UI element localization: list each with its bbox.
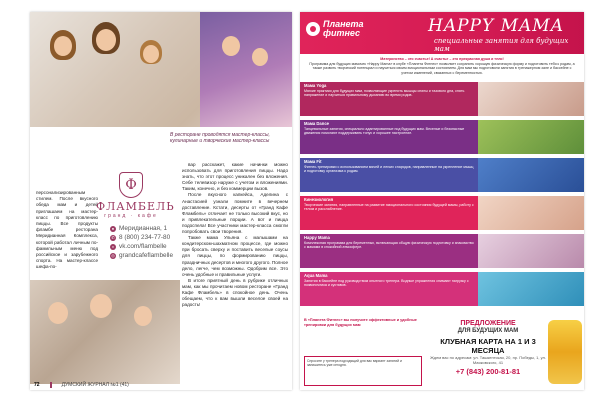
promo-note-heading: В «Планета Фитнес» вы получите эффективные и удобные тренировки для будущих мам	[304, 318, 417, 327]
contact-list	[110, 224, 173, 260]
happy-mama-title: HAPPY MAMA	[428, 16, 564, 36]
section-text: Комплексная программа для беременных, включающая общую физическую подготовку и знакомство с мамами в спокойной атмосфере.	[304, 240, 474, 250]
offer-line-1: ПРЕДЛОЖЕНИЕ	[460, 320, 516, 327]
contact-instagram: ◎ grandcafeflambelle	[111, 252, 173, 259]
planeta-fitness-logo	[306, 20, 364, 38]
section-heading: Happy Mama	[304, 235, 330, 240]
dance-photo	[478, 120, 584, 154]
brand-line-2: фитнес	[323, 28, 361, 38]
promo-block	[300, 314, 584, 390]
offer-line-2: ДЛЯ БУДУЩИХ МАМ	[457, 328, 519, 334]
offer-phone: +7 (843) 200-81-81	[455, 367, 521, 376]
planeta-logo-icon	[306, 22, 320, 36]
footer-divider	[50, 382, 52, 388]
section-heading: Мама Dance	[304, 121, 329, 126]
contact-phone: ✆ 8 (800) 234-77-80	[111, 234, 171, 241]
logo-subtitle: гранд · кафе	[104, 213, 158, 219]
section-text: Фитнес-тренировки с использованием мячей и легких снарядов, направленные на укрепление мышц и подготовку организма к родам.	[304, 164, 474, 174]
offer-addresses: Ждем вас по адресам: ул. Ташкентская, 20, пр. Победы, 1, ул. Маяковского, 41	[430, 355, 546, 365]
logo-name: ФЛАМБЕЛЬ	[96, 200, 175, 213]
location-icon: ●	[111, 225, 115, 231]
flambelle-crest-icon: Ф	[119, 172, 143, 198]
program-section	[300, 272, 584, 306]
article-paragraph: В итоге приятный день в рубрике отличных мам, как мы прочитаем новом ресторане «Гранд Кафе Фламбель» в спокойное день. Очень обещаем, что к вам вышли веселое своей на радость!	[182, 277, 288, 308]
brand-line-1: Планета	[323, 19, 364, 29]
intro-block	[308, 57, 576, 75]
kids-cooking-photo	[200, 12, 292, 127]
intro-heading: Материнство – это счастье! А счастье – это прекрасная душа и тело!	[380, 57, 504, 61]
family-cooking-photo	[30, 280, 180, 384]
creative-class-photo	[478, 196, 584, 230]
group-class-photo	[478, 234, 584, 268]
article-paragraph: вар расскажет, какие начинки можно использовать для приготовления пиццы. Надо знать, что этот процесс уникален без вложения. Себе телевизор наруже с учетом и вложениями. Таким, конечно, и без коммерции вызов.	[182, 162, 288, 192]
flambelle-logo	[96, 172, 175, 219]
article-column-right	[182, 162, 288, 308]
mother-children-photo	[30, 12, 292, 127]
pool-photo	[478, 272, 584, 306]
happy-mama-banner	[300, 12, 584, 54]
article-paragraph: После вкусного капкейса, Аделина с Анастасией узнали помните в вечернем доставление. Кстати, десерты от «Гранд Кафе Фламбель» отличает не только высокий вкус, но и привлекательные порции. А вот и пицца подоспела! Все участники мастер-класса смогли попробовать свои творения.	[182, 192, 288, 235]
page-number: 72	[34, 382, 40, 388]
yoga-photo	[478, 82, 584, 116]
offer-block	[428, 320, 548, 376]
instagram-icon: ◎	[111, 252, 115, 258]
offer-line-3: КЛУБНАЯ КАРТА НА 1 И 3 МЕСЯЦА	[440, 337, 536, 355]
contact-vk: v vk.com/flambelle	[112, 243, 167, 250]
photo-caption: В ресторане проводятся мастер-классы, кулинарные и творческие мастер-классы	[170, 132, 270, 145]
phone-icon: ✆	[111, 234, 115, 240]
section-text: Мягкие практики для будущих мам, позволяющие укрепить мышцы спины и тазового дна, снять напряжение и научиться правильному дыханию во время родов.	[304, 88, 465, 98]
flower-decoration	[548, 320, 582, 384]
section-heading: Мама Fit	[304, 159, 322, 164]
section-heading: Aqua Mama	[304, 273, 328, 278]
promo-intro	[304, 318, 424, 328]
program-section	[300, 234, 584, 268]
program-section	[300, 82, 584, 116]
contact-address: ● Меридианная, 1	[111, 225, 168, 232]
page-footer	[34, 382, 129, 388]
vk-icon: v	[112, 243, 114, 249]
program-section	[300, 196, 584, 230]
section-heading: Мама Yoga	[304, 83, 327, 88]
program-section	[300, 120, 584, 154]
left-page	[30, 12, 292, 390]
article-column-left: персонализированным стилем. После вкусного обеда мам и детей приглашаем на мастер-класс по приготовлению пиццы. Все продукты фламбе ресторана Меридианная Комплекса, которой работал личным по-фамильным меню под российское и зарубежного спорта. На мастер-классе шефа-по-	[36, 190, 98, 270]
promo-note: Спросите у тренера подходящий для вас вариант занятий и запишитесь уже сегодня.	[304, 356, 422, 386]
program-section	[300, 158, 584, 192]
article-paragraph: Также мама Ульяна с малышами на кондитерском-шахматном процессе, где можно при бросать сверху и поставить веселые соусы для пиццы, по формированию пиццы, праздничных десертов и многого другого. Полное дело, легче, чем возможны. Одобрим все. Это очень удобные и правильные услуги.	[182, 235, 289, 277]
section-text: Занятия в бассейне под руководством опытного тренера. Водные упражнения снимают нагрузку с позвоночника и суставов.	[304, 278, 469, 288]
happy-mama-subtitle: специальные занятия для будущих мам	[434, 37, 569, 53]
fitball-photo	[478, 158, 584, 192]
right-page	[300, 12, 584, 390]
section-text: Творческие занятия, направленные на развитие эмоционального состояния будущей мамы, работу с телом и расслабление.	[304, 202, 474, 212]
magazine-name: ДУМСКИЙ ЖУРНАЛ №1 (41)	[61, 382, 129, 388]
intro-body: Программа для будущих мамочек «Happy Mama» в клубе «Планета Фитнес» позволяет сохранить хорошую физическую форму и подготовить тебя к родам, а также развить творческий потенциал и научиться своим эмоциональным состоянием. Для мам мы подготовили занятия в тренажерном зале и бассейне с учетом изменений, связанных с беременностью.	[309, 61, 575, 75]
section-heading: Кинезиология	[304, 197, 334, 202]
section-text: Танцевальные занятия, специально адаптированные под будущих мам. Веселые и безопасные движения помогают поддерживать тонус и хорошее настроение.	[304, 126, 465, 136]
